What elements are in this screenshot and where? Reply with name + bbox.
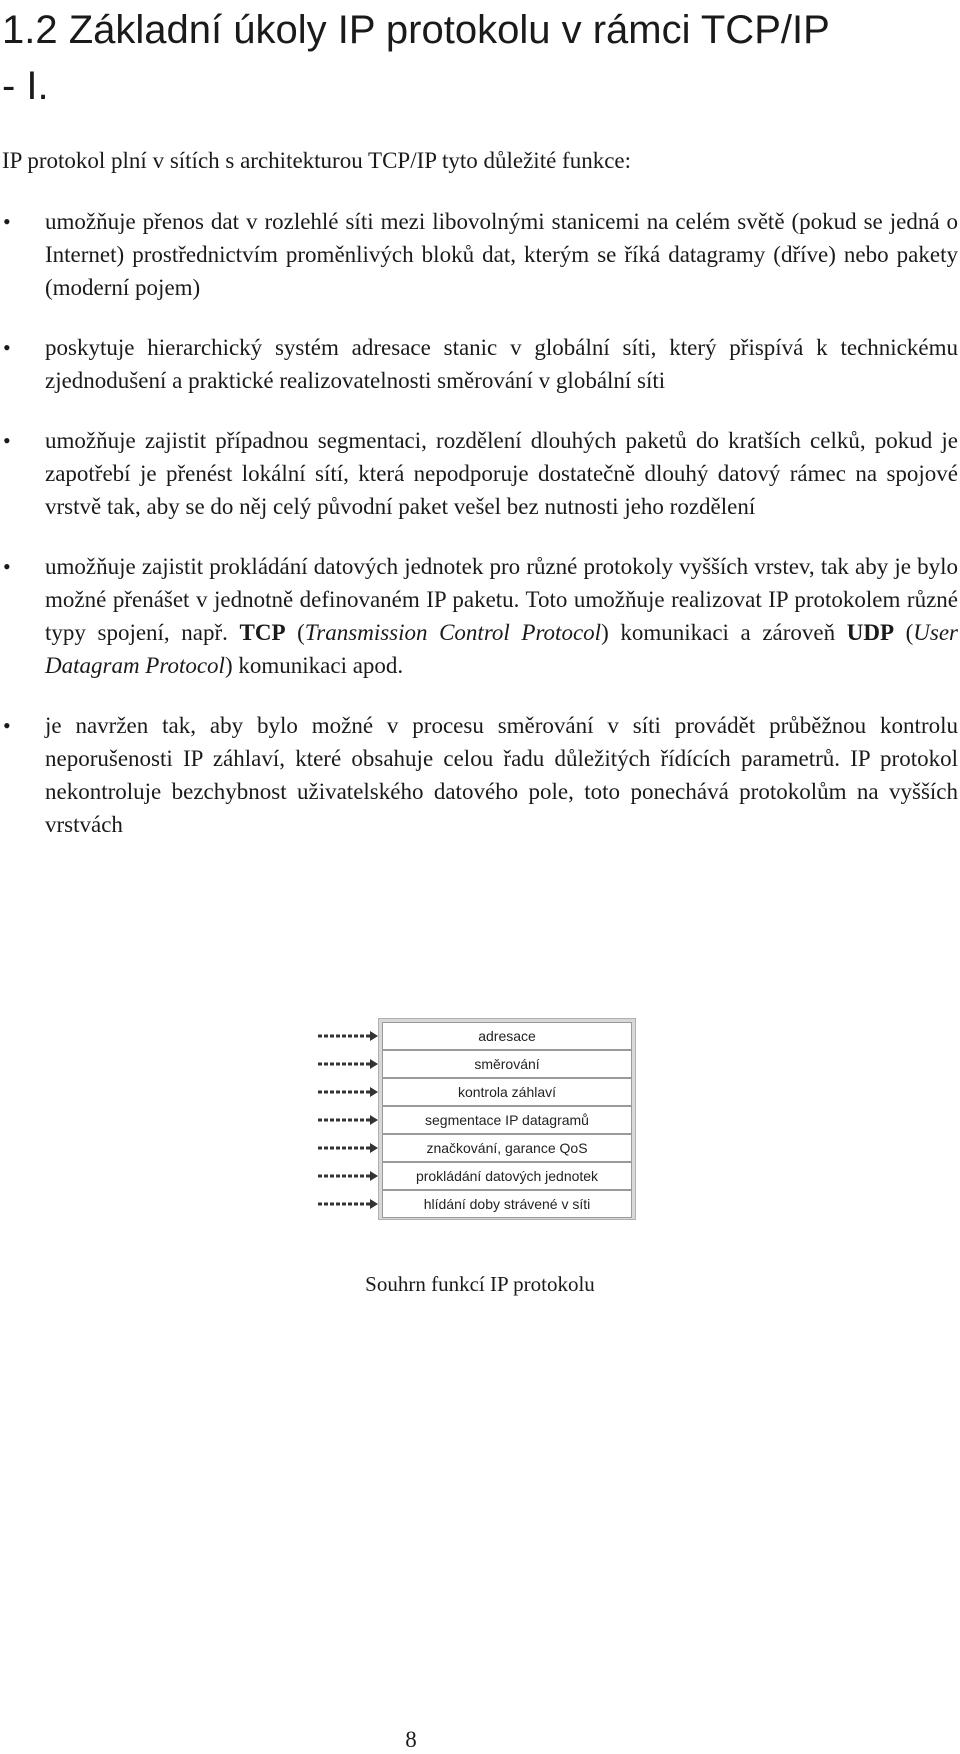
dashed-arrow-icon (316, 1115, 378, 1125)
list-item (0, 205, 958, 304)
dashed-arrow-icon (316, 1143, 378, 1153)
dashed-arrow-icon (316, 1087, 378, 1097)
udp-term: UDP (846, 620, 894, 645)
section-heading (2, 2, 952, 114)
figure-caption: Souhrn funkcí IP protokolu (365, 1272, 595, 1296)
list-item (0, 424, 958, 523)
page-number: 8 (405, 1727, 417, 1752)
heading-line-2: - I. (2, 64, 49, 108)
list-item-text: umožňuje zajistit případnou segmentaci, rozdělení dlouhých paketů do kratších celků, pokud je zapotřebí je přenést lokální sítí, která nepodporuje dostatečně dlouhý datový rámec na spojové vrstvě tak, aby se do něj celý původní paket vešel bez nutnosti jeho rozdělení (45, 428, 958, 519)
function-layer: kontrola záhlaví (382, 1078, 632, 1106)
ip-functions-diagram (316, 1018, 646, 1222)
list-item-text: poskytuje hierarchický systém adresace stanic v globální síti, který přispívá k technickému zjednodušení a praktické realizovatelnosti směrování v globální síti (45, 335, 958, 393)
list-item-text: je navržen tak, aby bylo možné v procesu směrování v síti provádět průběžnou kontrolu neporušenosti IP záhlaví, které obsahuje celou řadu důležitých řídících parametrů. IP protokol nekontroluje bezchybnost uživatelského datového pole, toto ponechává protokolům na vyšších vrstvách (45, 713, 958, 837)
list-item-text: umožňuje zajistit prokládání datových jednotek pro různé protokoly vyšších vrstev, tak aby je bylo možné přenášet v jednotně definovaném IP paketu. Toto umožňuje realizovat IP protokolem různé typy spojení, např. (45, 554, 958, 645)
udp-expansion: User Datagram Protocol (45, 620, 958, 678)
function-list (0, 205, 958, 841)
function-layer: značkování, garance QoS (382, 1134, 632, 1162)
function-layer: hlídání doby strávené v síti (382, 1190, 632, 1218)
list-item-text: umožňuje přenos dat v rozlehlé síti mezi libovolnými stanicemi na celém světě (pokud se jedná o Internet) prostřednictvím proměnlivých bloků dat, kterým se říká datagramy (dříve) nebo pakety (moderní pojem) (45, 209, 958, 300)
dashed-arrow-icon (316, 1199, 378, 1209)
dashed-arrow-icon (316, 1171, 378, 1181)
intro-paragraph: IP protokol plní v sítích s architekturou TCP/IP tyto důležité funkce: (2, 148, 632, 173)
tcp-term: TCP (239, 620, 286, 645)
list-item (0, 331, 958, 397)
function-layer: adresace (382, 1022, 632, 1050)
heading-line-1: 1.2 Základní úkoly IP protokolu v rámci TCP/IP (2, 8, 830, 52)
list-item-text: komunikaci a zároveň (620, 620, 836, 645)
list-item: • umožňuje zajistit prokládání datových jednotek pro různé protokoly vyšších vrstev, tak aby je bylo možné přenášet v jednotně definovaném IP paketu. Toto umožňuje realizovat IP protokolem různé typy spojení, např. TCP (Transmission Control Protocol) komunikaci a zároveň UDP (User Datagram Protocol) komunikaci apod. (0, 550, 958, 682)
dashed-arrow-icon (316, 1031, 378, 1041)
bullet-icon: • (3, 554, 11, 579)
list-item (0, 709, 958, 841)
dashed-arrow-icon (316, 1059, 378, 1069)
tcp-expansion: Transmission Control Protocol (304, 620, 602, 645)
list-item-text: komunikaci apod. (238, 653, 404, 678)
bullet-icon: • (3, 713, 11, 738)
bullet-icon: • (3, 335, 11, 360)
bullet-icon: • (3, 209, 11, 234)
bullet-icon: • (3, 428, 11, 453)
function-layer: segmentace IP datagramů (382, 1106, 632, 1134)
function-layer: směrování (382, 1050, 632, 1078)
function-layer: prokládání datových jednotek (382, 1162, 632, 1190)
